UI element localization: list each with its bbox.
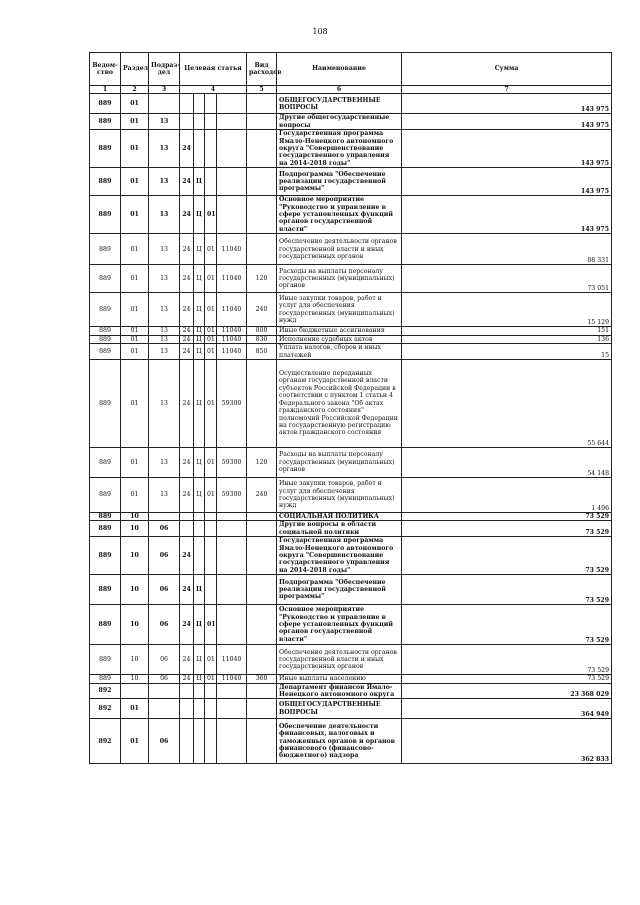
row-section: 10 (121, 645, 149, 675)
row-name: Исполнение судебных актов (277, 335, 402, 343)
row-sum: 151 (402, 327, 612, 335)
row-activity-code (205, 114, 217, 130)
row-expense-type (247, 645, 277, 675)
row-direction-code: 59300 (217, 359, 247, 447)
row-section: 01 (121, 196, 149, 234)
row-activity-code: 01 (205, 234, 217, 265)
row-subsection: 13 (149, 114, 180, 130)
row-direction-code (217, 537, 247, 575)
row-expense-type (247, 605, 277, 645)
row-program-code (180, 114, 194, 130)
row-expense-type (247, 234, 277, 265)
row-subprogram-code (194, 521, 205, 537)
row-activity-code: 01 (205, 675, 217, 683)
row-direction-code (217, 196, 247, 234)
row-subprogram-code (194, 719, 205, 764)
row-name: Государственная программа Ямало-Ненецкого автономного округа "Совершенствование государственного управления на 2014-2018 годы" (277, 537, 402, 575)
row-subprogram-code: Ц (194, 265, 205, 293)
row-sum: 364 949 (402, 699, 612, 719)
row-activity-code: 01 (205, 327, 217, 335)
row-section: 01 (121, 114, 149, 130)
row-department: 889 (90, 575, 121, 605)
budget-table (89, 52, 612, 764)
row-name: СОЦИАЛЬНАЯ ПОЛИТИКА (277, 512, 402, 520)
row-direction-code: 11040 (217, 675, 247, 683)
row-expense-type: 240 (247, 477, 277, 512)
row-expense-type (247, 168, 277, 196)
table-row (90, 344, 612, 360)
row-expense-type (247, 537, 277, 575)
row-section: 10 (121, 605, 149, 645)
row-sum: 23 368 029 (402, 683, 612, 699)
table-row (90, 359, 612, 447)
row-department: 889 (90, 447, 121, 477)
row-expense-type (247, 699, 277, 719)
row-program-code: 24 (180, 130, 194, 168)
table-row (90, 699, 612, 719)
row-section: 01 (121, 447, 149, 477)
row-subprogram-code: Ц (194, 344, 205, 360)
row-program-code: 24 (180, 575, 194, 605)
row-department: 889 (90, 234, 121, 265)
row-subsection: 13 (149, 359, 180, 447)
row-activity-code (205, 683, 217, 699)
row-expense-type (247, 575, 277, 605)
row-program-code: 24 (180, 537, 194, 575)
row-section: 10 (121, 537, 149, 575)
row-subsection (149, 94, 180, 114)
row-direction-code (217, 699, 247, 719)
row-name: Обеспечение деятельности органов государственной власти и иных государственных органов (277, 234, 402, 265)
row-activity-code (205, 719, 217, 764)
table-row (90, 719, 612, 764)
row-subprogram-code: Ц (194, 575, 205, 605)
row-expense-type (247, 94, 277, 114)
row-program-code: 24 (180, 675, 194, 683)
row-activity-code: 01 (205, 196, 217, 234)
row-direction-code: 11040 (217, 327, 247, 335)
row-subprogram-code: Ц (194, 234, 205, 265)
column-number: 2 (121, 86, 149, 94)
row-section: 01 (121, 293, 149, 327)
row-direction-code: 11040 (217, 234, 247, 265)
row-direction-code (217, 512, 247, 520)
row-section: 01 (121, 335, 149, 343)
row-sum: 362 833 (402, 719, 612, 764)
row-subsection: 06 (149, 675, 180, 683)
row-direction-code (217, 719, 247, 764)
column-number: 5 (247, 86, 277, 94)
row-subprogram-code: Ц (194, 447, 205, 477)
row-direction-code (217, 605, 247, 645)
row-sum: 73 529 (402, 575, 612, 605)
row-activity-code (205, 575, 217, 605)
row-subprogram-code (194, 114, 205, 130)
row-expense-type (247, 512, 277, 520)
row-department: 889 (90, 359, 121, 447)
row-expense-type (247, 359, 277, 447)
row-department: 889 (90, 293, 121, 327)
row-sum: 143 975 (402, 114, 612, 130)
row-name: Иные выплаты населению (277, 675, 402, 683)
row-name: Подпрограмма "Обеспечение реализации государственной программы" (277, 575, 402, 605)
row-sum: 73 529 (402, 645, 612, 675)
table-row (90, 512, 612, 520)
row-subsection: 13 (149, 344, 180, 360)
row-expense-type: 850 (247, 344, 277, 360)
row-direction-code (217, 130, 247, 168)
row-section: 01 (121, 130, 149, 168)
row-subprogram-code: Ц (194, 196, 205, 234)
table-row (90, 265, 612, 293)
row-activity-code (205, 521, 217, 537)
row-subsection: 13 (149, 130, 180, 168)
row-name: Подпрограмма "Обеспечение реализации государственной программы" (277, 168, 402, 196)
row-sum: 143 975 (402, 168, 612, 196)
row-direction-code: 11040 (217, 265, 247, 293)
row-subprogram-code (194, 512, 205, 520)
row-department: 889 (90, 196, 121, 234)
row-expense-type: 360 (247, 675, 277, 683)
row-direction-code: 59300 (217, 447, 247, 477)
row-program-code: 24 (180, 645, 194, 675)
row-name: Департамент финансов Ямало-Ненецкого автономного округа (277, 683, 402, 699)
row-section: 01 (121, 265, 149, 293)
row-program-code: 24 (180, 335, 194, 343)
column-number: 1 (90, 86, 121, 94)
row-program-code: 24 (180, 605, 194, 645)
row-subsection: 13 (149, 265, 180, 293)
row-direction-code (217, 683, 247, 699)
row-sum: 73 529 (402, 605, 612, 645)
row-section: 10 (121, 521, 149, 537)
row-program-code: 24 (180, 265, 194, 293)
row-subprogram-code: Ц (194, 327, 205, 335)
column-number: 4 (180, 86, 247, 94)
row-sum: 73 529 (402, 537, 612, 575)
row-department: 889 (90, 645, 121, 675)
row-subsection (149, 683, 180, 699)
row-expense-type: 800 (247, 327, 277, 335)
row-direction-code (217, 575, 247, 605)
row-direction-code (217, 168, 247, 196)
row-activity-code (205, 94, 217, 114)
row-sum: 143 975 (402, 196, 612, 234)
row-department: 892 (90, 683, 121, 699)
row-program-code: 24 (180, 344, 194, 360)
row-subprogram-code (194, 699, 205, 719)
row-department: 889 (90, 265, 121, 293)
row-subsection: 06 (149, 537, 180, 575)
row-department: 889 (90, 537, 121, 575)
row-subprogram-code (194, 683, 205, 699)
row-program-code: 24 (180, 327, 194, 335)
row-program-code (180, 521, 194, 537)
row-name: Расходы на выплаты персоналу государственных (муниципальных) органов (277, 265, 402, 293)
row-expense-type: 120 (247, 447, 277, 477)
row-expense-type (247, 719, 277, 764)
table-body (90, 94, 612, 764)
row-subsection: 13 (149, 168, 180, 196)
row-sum: 54 148 (402, 447, 612, 477)
row-name: Иные бюджетные ассигнования (277, 327, 402, 335)
table-row (90, 477, 612, 512)
row-expense-type (247, 521, 277, 537)
row-direction-code (217, 521, 247, 537)
row-sum: 143 975 (402, 130, 612, 168)
row-section: 01 (121, 699, 149, 719)
row-subsection: 13 (149, 477, 180, 512)
row-subprogram-code (194, 537, 205, 575)
row-activity-code: 01 (205, 344, 217, 360)
row-department: 889 (90, 512, 121, 520)
row-activity-code (205, 512, 217, 520)
row-activity-code (205, 699, 217, 719)
table-row (90, 130, 612, 168)
row-sum: 88 331 (402, 234, 612, 265)
table-row (90, 575, 612, 605)
row-program-code (180, 719, 194, 764)
row-name: ОБЩЕГОСУДАРСТВЕННЫЕ ВОПРОСЫ (277, 94, 402, 114)
row-subsection: 06 (149, 575, 180, 605)
row-direction-code: 11040 (217, 645, 247, 675)
table-row (90, 675, 612, 683)
row-direction-code (217, 94, 247, 114)
row-expense-type (247, 683, 277, 699)
row-name: Уплата налогов, сборов и иных платежей (277, 344, 402, 360)
row-section: 01 (121, 327, 149, 335)
row-activity-code (205, 537, 217, 575)
row-activity-code: 01 (205, 265, 217, 293)
row-subsection: 13 (149, 327, 180, 335)
header-section: Раздел (121, 53, 149, 86)
row-sum: 73 051 (402, 265, 612, 293)
table-row (90, 327, 612, 335)
row-section: 01 (121, 168, 149, 196)
table-row (90, 683, 612, 699)
row-sum: 15 129 (402, 293, 612, 327)
row-direction-code: 11040 (217, 344, 247, 360)
row-subsection: 13 (149, 234, 180, 265)
row-subprogram-code (194, 130, 205, 168)
row-department: 889 (90, 94, 121, 114)
row-activity-code: 01 (205, 477, 217, 512)
page-number: 108 (312, 27, 328, 36)
table-row (90, 605, 612, 645)
row-sum: 136 (402, 335, 612, 343)
row-subprogram-code (194, 94, 205, 114)
row-name: Государственная программа Ямало-Ненецкого автономного округа "Совершенствование государственного управления на 2014-2018 годы" (277, 130, 402, 168)
row-subsection: 13 (149, 335, 180, 343)
row-activity-code: 01 (205, 335, 217, 343)
header-target-article: Целевая статья (180, 53, 247, 86)
row-section: 10 (121, 575, 149, 605)
row-expense-type (247, 196, 277, 234)
row-name: Иные закупки товаров, работ и услуг для обеспечения государственных (муниципальных) нужд (277, 477, 402, 512)
row-section: 01 (121, 234, 149, 265)
row-name: Иные закупки товаров, работ и услуг для обеспечения государственных (муниципальных) нужд (277, 293, 402, 327)
row-activity-code (205, 130, 217, 168)
row-subprogram-code: Ц (194, 335, 205, 343)
header-row (90, 53, 612, 86)
row-subsection: 06 (149, 645, 180, 675)
row-subsection: 06 (149, 605, 180, 645)
table-row (90, 537, 612, 575)
table-row (90, 447, 612, 477)
row-department: 889 (90, 114, 121, 130)
row-program-code (180, 699, 194, 719)
table-row (90, 196, 612, 234)
row-direction-code (217, 114, 247, 130)
column-number: 6 (277, 86, 402, 94)
row-name: ОБЩЕГОСУДАРСТВЕННЫЕ ВОПРОСЫ (277, 699, 402, 719)
row-section: 01 (121, 477, 149, 512)
table-row (90, 114, 612, 130)
row-section: 01 (121, 94, 149, 114)
header-subsection: Подраз-дел (149, 53, 180, 86)
row-department: 889 (90, 344, 121, 360)
row-subsection (149, 699, 180, 719)
row-sum: 73 529 (402, 521, 612, 537)
row-direction-code: 59300 (217, 477, 247, 512)
row-activity-code: 01 (205, 645, 217, 675)
row-subprogram-code: Ц (194, 293, 205, 327)
table-row (90, 645, 612, 675)
row-sum: 55 644 (402, 359, 612, 447)
row-program-code: 24 (180, 477, 194, 512)
row-department: 889 (90, 327, 121, 335)
row-activity-code: 01 (205, 359, 217, 447)
row-sum: 1 496 (402, 477, 612, 512)
row-department: 892 (90, 699, 121, 719)
row-name: Другие общегосударственные вопросы (277, 114, 402, 130)
row-expense-type: 830 (247, 335, 277, 343)
row-program-code: 24 (180, 293, 194, 327)
row-subprogram-code: Ц (194, 645, 205, 675)
header-name: Наименование (277, 53, 402, 86)
header-expense-type: Вид расходов (247, 53, 277, 86)
row-department: 892 (90, 719, 121, 764)
table-row (90, 293, 612, 327)
row-subsection: 06 (149, 719, 180, 764)
row-name: Обеспечение деятельности финансовых, налоговых и таможенных органов и органов финансового (финансово-бюджетного) надзора (277, 719, 402, 764)
row-subprogram-code: Ц (194, 675, 205, 683)
row-program-code: 24 (180, 168, 194, 196)
row-sum: 15 (402, 344, 612, 360)
row-program-code: 24 (180, 196, 194, 234)
row-department: 889 (90, 605, 121, 645)
row-sum: 143 975 (402, 94, 612, 114)
row-program-code (180, 512, 194, 520)
row-name: Основное мероприятие "Руководство и управление в сфере установленных функций органов государственной власти" (277, 605, 402, 645)
table-row (90, 234, 612, 265)
row-section: 01 (121, 344, 149, 360)
row-program-code (180, 683, 194, 699)
column-number: 7 (402, 86, 612, 94)
row-name: Осуществление переданных органам государственной власти субъектов Российской Федерации в соответствии с пунктом 1 статьи 4 Федерального закона "Об актах гражданского состояния" полномочий Российской Федерации на государственную регистрацию актов гражданского состояния (277, 359, 402, 447)
row-name: Расходы на выплаты персоналу государственных (муниципальных) органов (277, 447, 402, 477)
row-subsection: 13 (149, 196, 180, 234)
row-department: 889 (90, 675, 121, 683)
row-direction-code: 11040 (217, 293, 247, 327)
row-activity-code (205, 168, 217, 196)
row-expense-type (247, 114, 277, 130)
row-section (121, 683, 149, 699)
row-expense-type: 240 (247, 293, 277, 327)
row-department: 889 (90, 130, 121, 168)
row-subprogram-code: Ц (194, 168, 205, 196)
row-section: 01 (121, 719, 149, 764)
table-row (90, 94, 612, 114)
row-program-code: 24 (180, 359, 194, 447)
row-expense-type (247, 130, 277, 168)
row-subprogram-code: Ц (194, 359, 205, 447)
row-department: 889 (90, 335, 121, 343)
row-subsection: 06 (149, 521, 180, 537)
row-subprogram-code: Ц (194, 605, 205, 645)
row-name: Обеспечение деятельности органов государственной власти и иных государственных органов (277, 645, 402, 675)
row-program-code: 24 (180, 234, 194, 265)
row-section: 01 (121, 359, 149, 447)
row-subsection (149, 512, 180, 520)
column-numbers-row (90, 86, 612, 94)
row-section: 10 (121, 512, 149, 520)
row-program-code (180, 94, 194, 114)
column-number: 3 (149, 86, 180, 94)
row-activity-code: 01 (205, 447, 217, 477)
row-name: Основное мероприятие "Руководство и управление в сфере установленных функций органов государственной власти" (277, 196, 402, 234)
header-department: Ведом-ство (90, 53, 121, 86)
header-sum: Сумма (402, 53, 612, 86)
row-activity-code: 01 (205, 605, 217, 645)
row-name: Другие вопросы в области социальной политики (277, 521, 402, 537)
row-activity-code: 01 (205, 293, 217, 327)
row-subsection: 13 (149, 447, 180, 477)
row-direction-code: 11040 (217, 335, 247, 343)
row-department: 889 (90, 477, 121, 512)
row-program-code: 24 (180, 447, 194, 477)
row-department: 889 (90, 168, 121, 196)
row-sum: 73 529 (402, 675, 612, 683)
row-subprogram-code: Ц (194, 477, 205, 512)
row-section: 10 (121, 675, 149, 683)
table-row (90, 335, 612, 343)
row-expense-type: 120 (247, 265, 277, 293)
row-sum: 73 529 (402, 512, 612, 520)
table-row (90, 521, 612, 537)
table-row (90, 168, 612, 196)
row-subsection: 13 (149, 293, 180, 327)
row-department: 889 (90, 521, 121, 537)
